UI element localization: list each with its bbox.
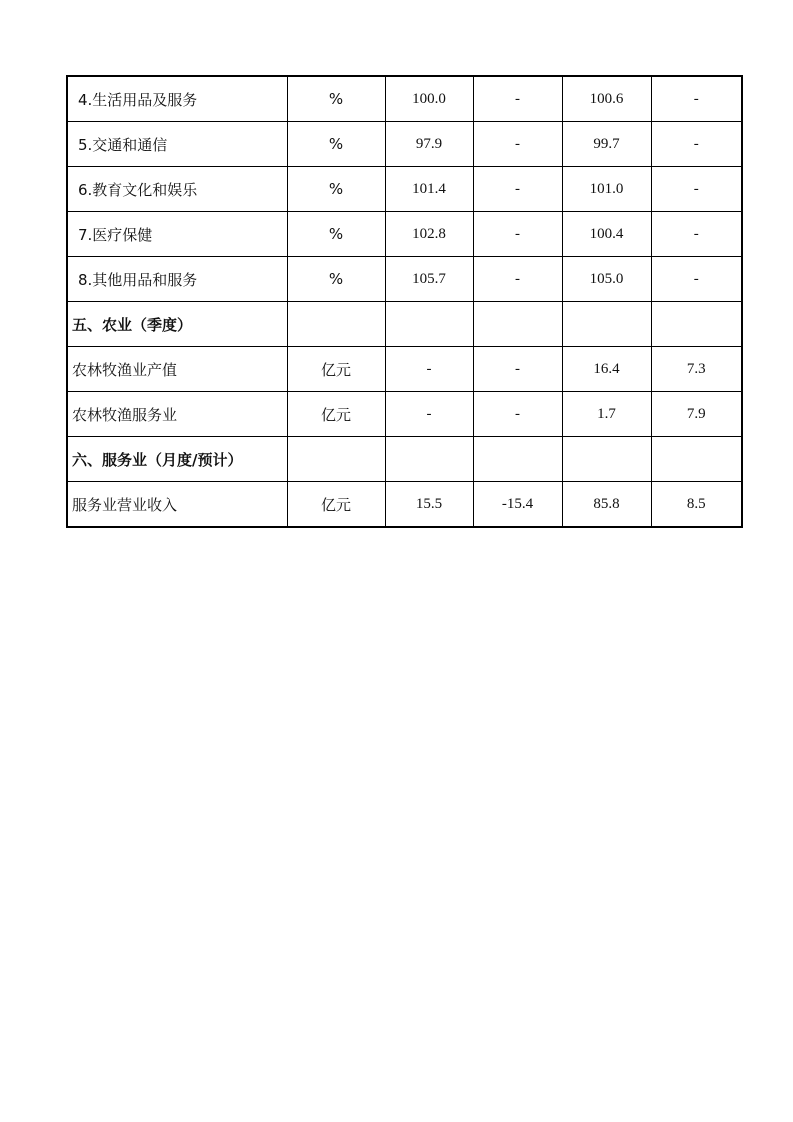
value-cell: 7.3 [651, 347, 742, 392]
value-cell: 105.7 [385, 257, 473, 302]
value-cell [385, 437, 473, 482]
value-cell: - [473, 347, 562, 392]
indicator-name: 7.医疗保健 [67, 212, 287, 257]
section-header-row [67, 437, 742, 482]
value-cell [473, 437, 562, 482]
value-cell: 99.7 [562, 122, 651, 167]
section-title: 六、服务业（月度/预计） [67, 437, 287, 482]
value-cell: - [385, 392, 473, 437]
table-row [67, 347, 742, 392]
unit-cell: 亿元 [287, 347, 385, 392]
value-cell: - [473, 76, 562, 122]
value-cell: 100.0 [385, 76, 473, 122]
unit-cell: 亿元 [287, 482, 385, 528]
unit-cell [287, 437, 385, 482]
table-row [67, 122, 742, 167]
value-cell: - [473, 122, 562, 167]
unit-cell [287, 302, 385, 347]
value-cell: 105.0 [562, 257, 651, 302]
indicator-name: 农林牧渔服务业 [67, 392, 287, 437]
indicator-name: 5.交通和通信 [67, 122, 287, 167]
value-cell: 8.5 [651, 482, 742, 528]
section-header-row [67, 302, 742, 347]
value-cell: - [473, 167, 562, 212]
value-cell: 1.7 [562, 392, 651, 437]
value-cell: 15.5 [385, 482, 473, 528]
indicator-name: 农林牧渔业产值 [67, 347, 287, 392]
value-cell: - [651, 167, 742, 212]
value-cell [385, 302, 473, 347]
unit-cell: % [287, 76, 385, 122]
value-cell: - [473, 257, 562, 302]
value-cell: 102.8 [385, 212, 473, 257]
value-cell: - [651, 212, 742, 257]
table-body [67, 76, 742, 527]
value-cell: - [473, 212, 562, 257]
value-cell: -15.4 [473, 482, 562, 528]
statistics-table [66, 75, 743, 528]
indicator-name: 8.其他用品和服务 [67, 257, 287, 302]
value-cell: - [651, 257, 742, 302]
value-cell [562, 302, 651, 347]
value-cell: 85.8 [562, 482, 651, 528]
value-cell [651, 302, 742, 347]
indicator-name: 服务业营业收入 [67, 482, 287, 528]
unit-cell: 亿元 [287, 392, 385, 437]
unit-cell: % [287, 212, 385, 257]
unit-cell: % [287, 257, 385, 302]
table-row [67, 257, 742, 302]
value-cell: 100.6 [562, 76, 651, 122]
value-cell: 7.9 [651, 392, 742, 437]
unit-cell: % [287, 122, 385, 167]
value-cell: 101.4 [385, 167, 473, 212]
value-cell: 100.4 [562, 212, 651, 257]
table-row [67, 76, 742, 122]
value-cell: 97.9 [385, 122, 473, 167]
table-row [67, 392, 742, 437]
value-cell [562, 437, 651, 482]
indicator-name: 4.生活用品及服务 [67, 76, 287, 122]
indicator-name: 6.教育文化和娱乐 [67, 167, 287, 212]
value-cell: - [651, 122, 742, 167]
section-title: 五、农业（季度） [67, 302, 287, 347]
value-cell: 16.4 [562, 347, 651, 392]
value-cell [473, 302, 562, 347]
value-cell: 101.0 [562, 167, 651, 212]
value-cell: - [651, 76, 742, 122]
table-row [67, 482, 742, 528]
unit-cell: % [287, 167, 385, 212]
value-cell: - [473, 392, 562, 437]
table-row [67, 167, 742, 212]
value-cell: - [385, 347, 473, 392]
table-row [67, 212, 742, 257]
value-cell [651, 437, 742, 482]
